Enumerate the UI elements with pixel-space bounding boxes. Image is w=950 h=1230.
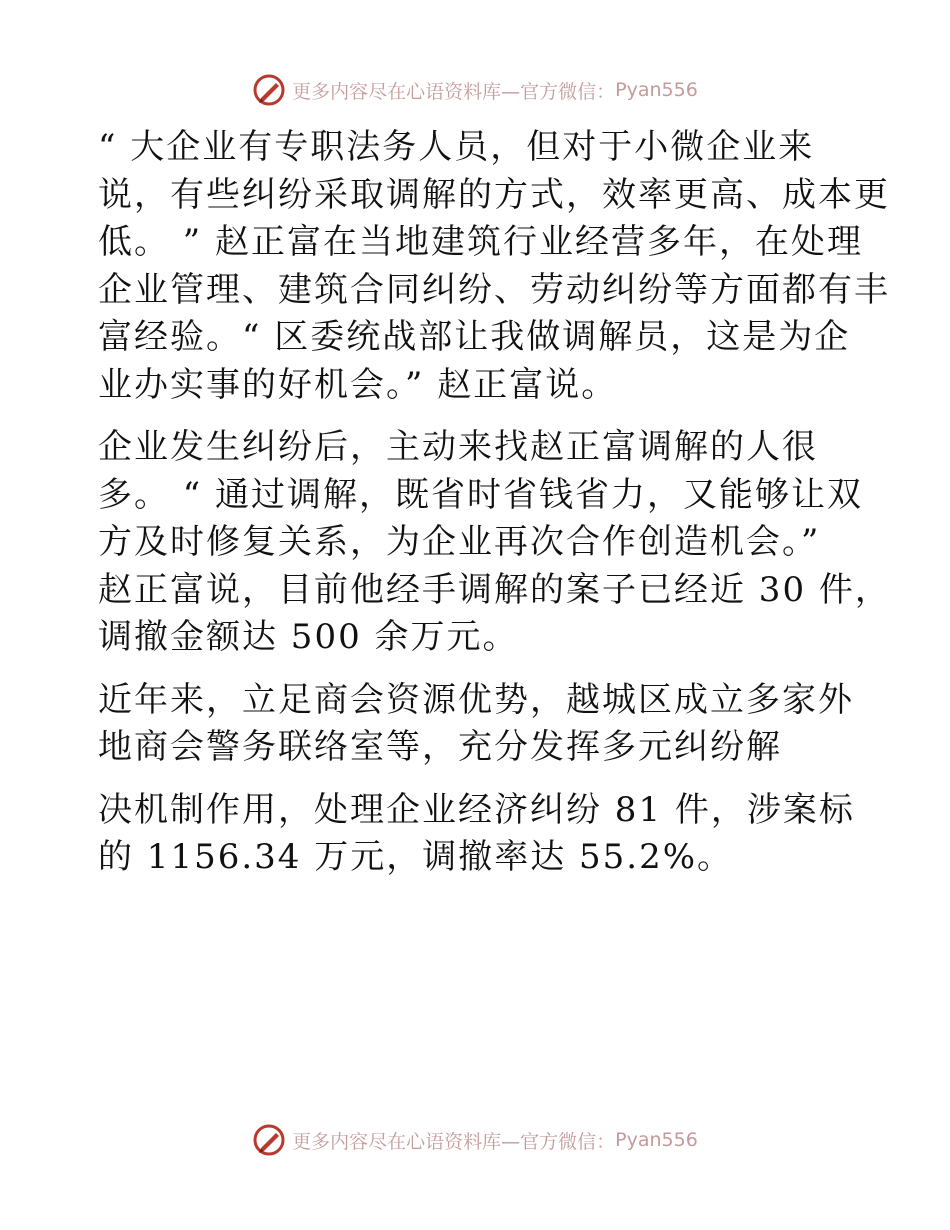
text-line: 多。 “ 通过调解，既省时省钱省力，又能够让双 xyxy=(98,474,863,515)
text-line: 企业管理、建筑合同纠纷、劳动纠纷等方面都有丰 xyxy=(98,269,890,310)
text-line: 地商会警务联络室等，充分发挥多元纠纷解 xyxy=(98,727,782,767)
footer-watermark-banner xyxy=(0,1120,950,1160)
text-line: 低。 ” 赵正富在当地建筑行业经营多年，在处理 xyxy=(98,222,863,262)
header-watermark-banner xyxy=(0,70,950,110)
banner-wechat-id: Pyan556 xyxy=(615,1129,698,1151)
text-line: 调撤金额达 500 余万元。 xyxy=(98,617,519,657)
text-line: 近年来，立足商会资源优势，越城区成立多家外 xyxy=(98,679,854,720)
text-line: 说，有些纠纷采取调解的方式，效率更高、成本更 xyxy=(98,174,890,215)
red-circle-pen-logo-icon xyxy=(252,73,286,107)
banner-text: 更多内容尽在心语资料库—官方微信： xyxy=(292,1130,616,1153)
text-line: 方及时修复关系，为企业再次合作创造机会。” xyxy=(98,522,821,562)
paragraph-2 xyxy=(98,424,891,662)
banner-wechat-id: Pyan556 xyxy=(615,79,698,101)
article-body xyxy=(98,124,891,897)
paragraph-3 xyxy=(98,677,858,772)
banner-text: 更多内容尽在心语资料库—官方微信： xyxy=(292,80,616,103)
text-line: 业办实事的好机会。” 赵正富说。 xyxy=(98,364,618,405)
text-line: 决机制作用，处理企业经济纠纷 81 件，涉案标 xyxy=(98,789,855,830)
text-line: 的 1156.34 万元，调撤率达 55.2%。 xyxy=(98,837,734,877)
red-circle-pen-logo-icon xyxy=(252,1123,286,1157)
text-line: 赵正富说，目前他经手调解的案子已经近 30 件， xyxy=(98,569,891,610)
paragraph-1 xyxy=(98,124,890,409)
text-line: 企业发生纠纷后，主动来找赵正富调解的人很 xyxy=(98,427,818,467)
paragraph-4 xyxy=(98,787,858,882)
text-line: 富经验。“ 区委统战部让我做调解员，这是为企 xyxy=(98,317,851,357)
text-line: “ 大企业有专职法务人员，但对于小微企业来 xyxy=(98,127,815,167)
